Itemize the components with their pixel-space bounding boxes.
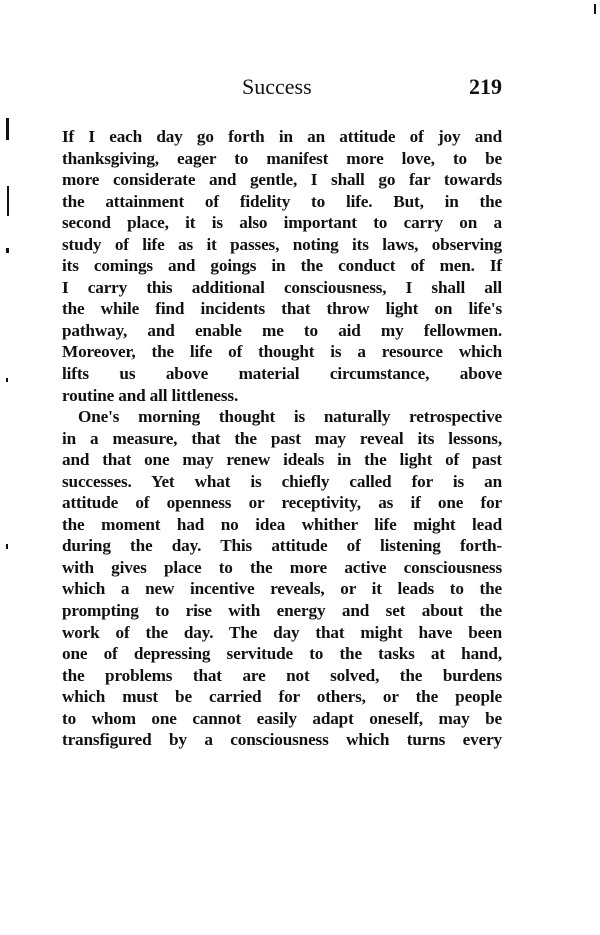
text-line: the problems that are not solved, the burdens <box>62 665 502 685</box>
text-line: the attainment of fidelity to life. But, in the <box>62 191 502 211</box>
text-line: to whom one cannot easily adapt oneself, may be <box>62 708 502 728</box>
text-line: I carry this additional consciousness, I shall all <box>62 277 502 297</box>
text-line: work of the day. The day that might have been <box>62 622 502 642</box>
scan-margin-mark <box>6 118 9 140</box>
text-line: during the day. This attitude of listening forth- <box>62 536 502 556</box>
text-line: One's morning thought is naturally retrospective <box>78 407 502 427</box>
text-line: the while find incidents that throw light on life's <box>62 299 502 319</box>
text-line: transfigured by a consciousness which turns every <box>62 730 502 750</box>
scan-margin-mark <box>594 4 596 14</box>
text-line: thanksgiving, eager to manifest more love, to be <box>62 148 502 168</box>
text-line: more considerate and gentle, I shall go far towards <box>62 170 502 190</box>
text-line: one of depressing servitude to the tasks at hand, <box>62 644 502 664</box>
text-line: second place, it is also important to carry on a <box>62 213 502 233</box>
scan-margin-mark <box>6 248 9 253</box>
text-line: which must be carried for others, or the people <box>62 687 502 707</box>
text-line: routine and all littleness. <box>62 385 239 405</box>
page-number: 219 <box>469 74 502 99</box>
page-body <box>62 126 502 751</box>
scan-margin-mark <box>6 378 8 382</box>
running-header-title: Success <box>242 74 312 99</box>
text-line: attitude of openness or receptivity, as if one for <box>62 493 502 513</box>
text-line: If I each day go forth in an attitude of joy and <box>62 127 502 146</box>
text-line: with gives place to the more active consciousness <box>62 557 502 577</box>
text-line: Moreover, the life of thought is a resource which <box>62 342 502 362</box>
text-line: which a new incentive reveals, or it leads to the <box>62 579 502 599</box>
text-line: lifts us above material circumstance, above <box>62 364 502 384</box>
scan-margin-mark <box>6 544 8 549</box>
text-line: the moment had no idea whither life might lead <box>62 514 502 534</box>
text-line: in a measure, that the past may reveal its lessons, <box>62 428 502 448</box>
text-line: study of life as it passes, noting its laws, observing <box>62 234 502 254</box>
text-line: its comings and goings in the conduct of men. If <box>62 256 502 276</box>
text-line: successes. Yet what is chiefly called for is an <box>62 471 502 491</box>
scan-margin-mark <box>7 186 9 216</box>
text-line: prompting to rise with energy and set about the <box>62 601 502 621</box>
text-line: pathway, and enable me to aid my fellowmen. <box>62 320 502 340</box>
text-line: and that one may renew ideals in the light of past <box>62 450 502 470</box>
